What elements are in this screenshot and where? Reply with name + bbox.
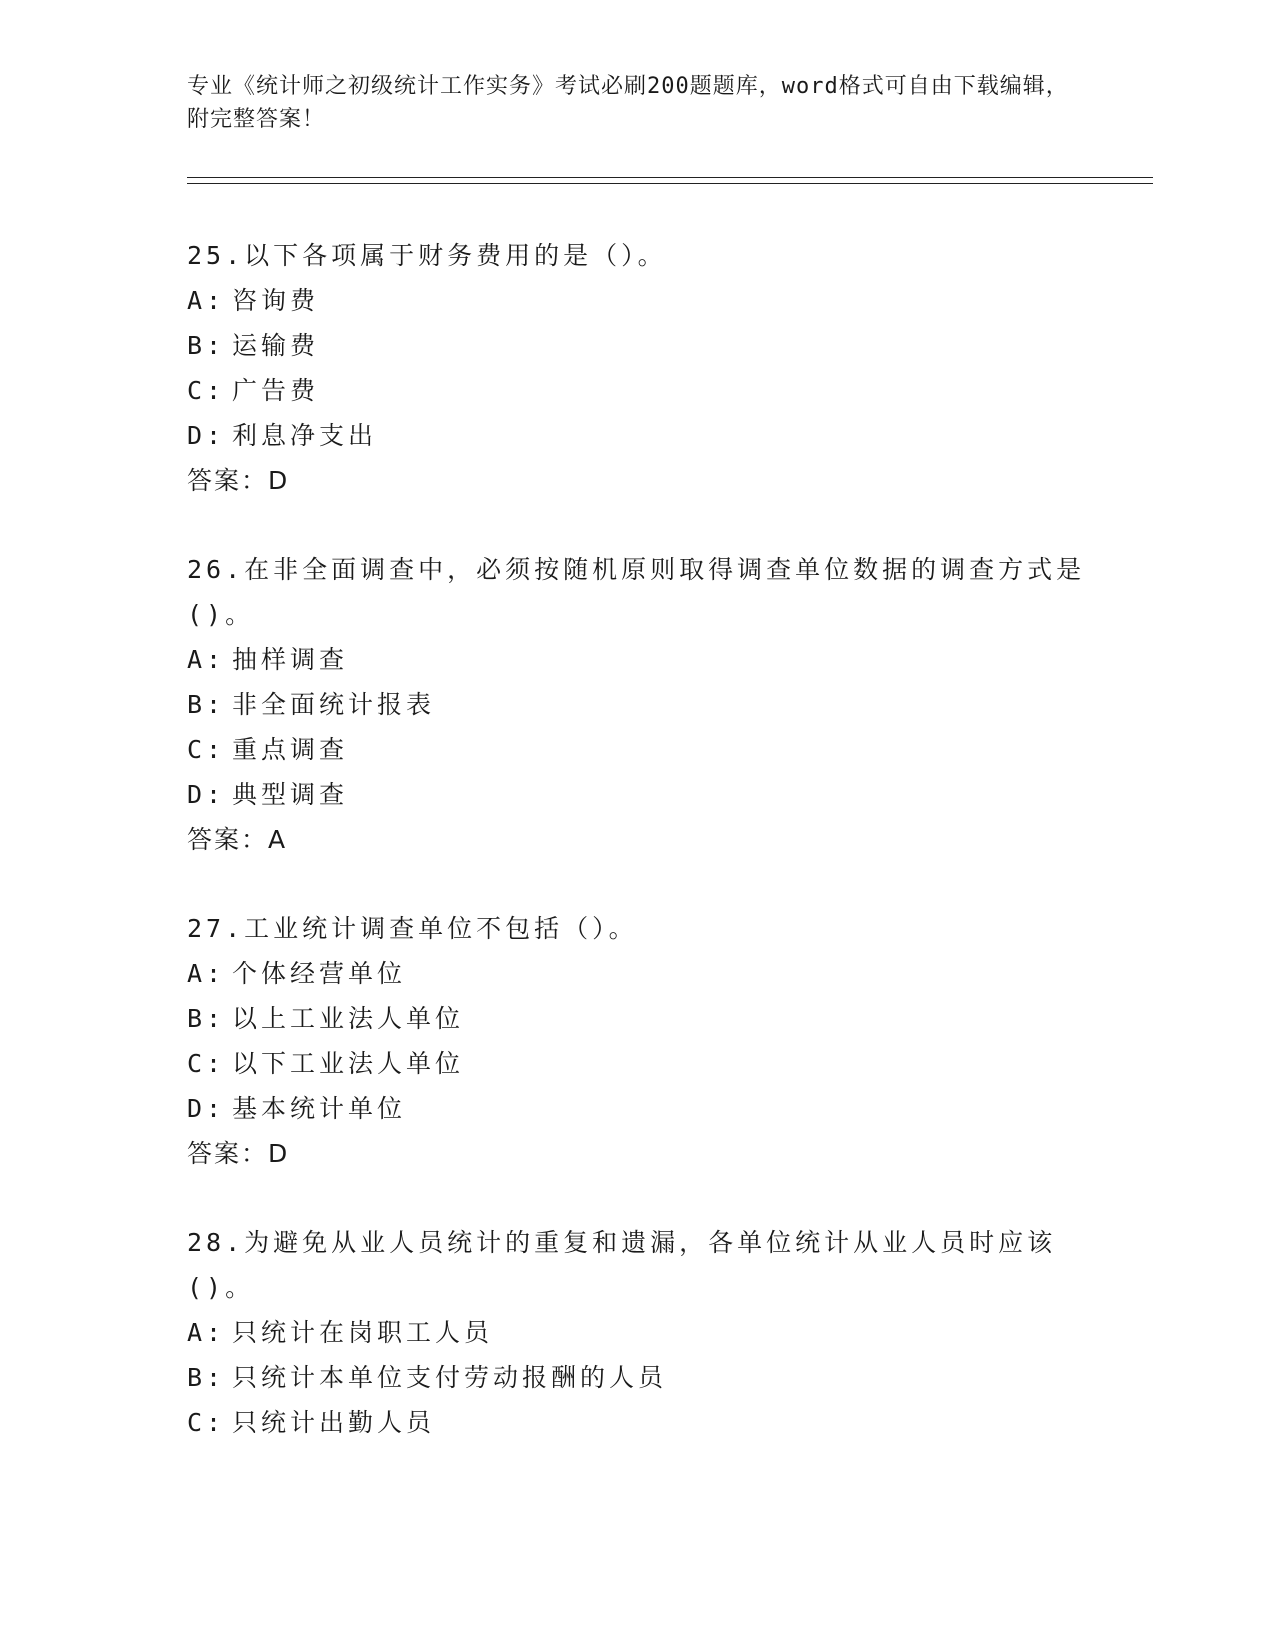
question-block (187, 1220, 1087, 1445)
option-letter: C: (187, 735, 226, 764)
option-text: 以上工业法人单位 (232, 1004, 465, 1033)
option-letter: D: (187, 780, 226, 809)
option-b (187, 996, 1087, 1041)
option-text: 基本统计单位 (232, 1094, 407, 1123)
option-letter: C: (187, 376, 226, 405)
option-text: 只统计在岗职工人员 (232, 1318, 494, 1347)
option-c (187, 1041, 1087, 1086)
option-text: 咨询费 (232, 286, 320, 315)
option-text: 典型调查 (232, 780, 349, 809)
option-letter: C: (187, 1408, 226, 1437)
option-text: 以下工业法人单位 (232, 1049, 465, 1078)
option-letter: B: (187, 331, 226, 360)
option-letter: D: (187, 1094, 226, 1123)
option-letter: A: (187, 286, 226, 315)
option-text: 运输费 (232, 331, 320, 360)
answer-line: 答案：D (187, 1139, 290, 1168)
option-text: 非全面统计报表 (232, 690, 436, 719)
question-block (187, 547, 1087, 862)
option-b (187, 682, 1087, 727)
option-text: 抽样调查 (232, 645, 349, 674)
question-title: 28.为避免从业人员统计的重复和遗漏，各单位统计从业人员时应该()。 (187, 1228, 1057, 1302)
option-text: 重点调查 (232, 735, 349, 764)
option-letter: D: (187, 421, 226, 450)
option-letter: C: (187, 1049, 226, 1078)
option-text: 广告费 (232, 376, 320, 405)
option-text: 只统计本单位支付劳动报酬的人员 (232, 1363, 668, 1392)
option-letter: A: (187, 1318, 226, 1347)
option-b (187, 1355, 1087, 1400)
header-divider-top (187, 177, 1153, 178)
option-text: 只统计出勤人员 (232, 1408, 436, 1437)
answer-line: 答案：D (187, 466, 290, 495)
header-divider-bottom (187, 183, 1153, 184)
option-letter: B: (187, 1004, 226, 1033)
option-letter: A: (187, 959, 226, 988)
option-d (187, 1086, 1087, 1131)
document-header: 专业《统计师之初级统计工作实务》考试必刷200题题库，word格式可自由下载编辑，附完整答案！ (187, 74, 1069, 132)
option-d (187, 772, 1087, 817)
answer-line: 答案：A (187, 825, 288, 854)
option-letter: A: (187, 645, 226, 674)
question-title: 26.在非全面调查中，必须按随机原则取得调查单位数据的调查方式是()。 (187, 555, 1086, 629)
question-title: 25.以下各项属于财务费用的是（）。 (187, 241, 667, 270)
option-text: 利息净支出 (232, 421, 378, 450)
question-block (187, 906, 1087, 1176)
question-list (187, 233, 1087, 1489)
question-title: 27.工业统计调查单位不包括（）。 (187, 914, 638, 943)
option-d (187, 413, 1087, 458)
option-a (187, 637, 1087, 682)
option-c (187, 368, 1087, 413)
option-text: 个体经营单位 (232, 959, 407, 988)
option-c (187, 1400, 1087, 1445)
option-letter: B: (187, 1363, 226, 1392)
question-block (187, 233, 1087, 503)
option-c (187, 727, 1087, 772)
option-letter: B: (187, 690, 226, 719)
option-b (187, 323, 1087, 368)
option-a (187, 278, 1087, 323)
option-a (187, 951, 1087, 996)
option-a (187, 1310, 1087, 1355)
